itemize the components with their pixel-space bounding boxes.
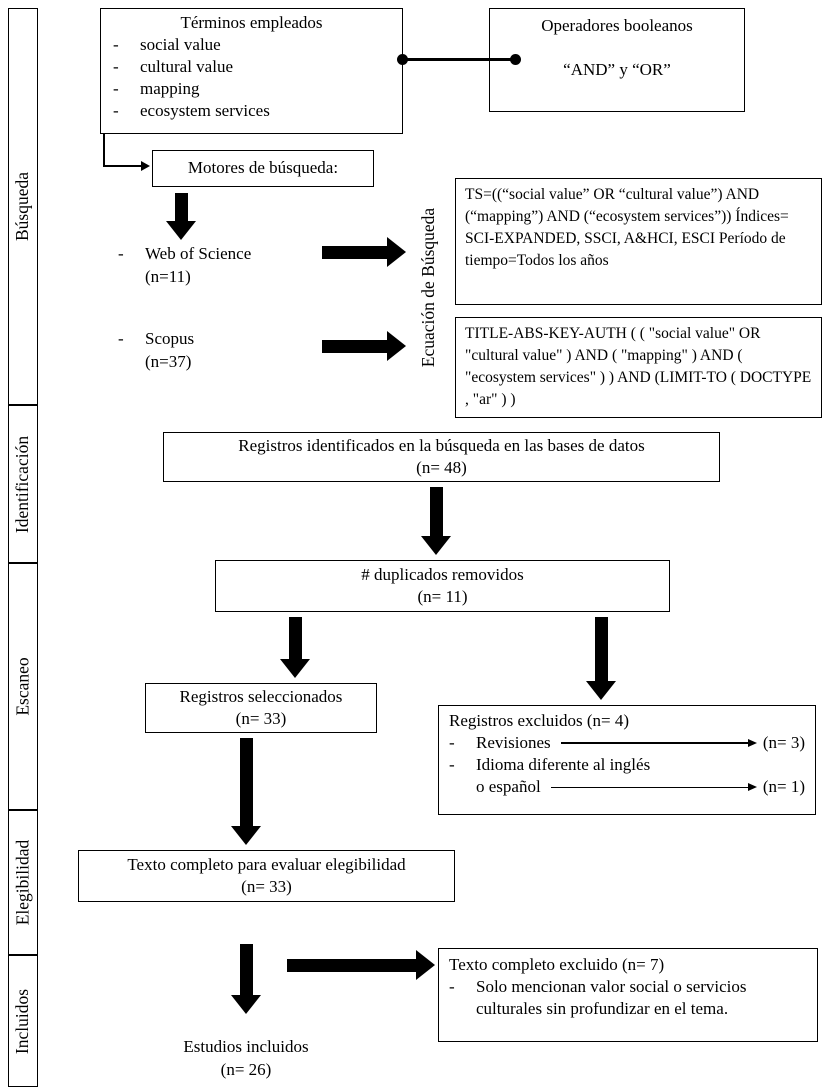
excluded-fulltext-box bbox=[438, 948, 818, 1042]
arrow-head bbox=[416, 950, 435, 980]
included-label bbox=[146, 1036, 346, 1082]
scopus-count: (n=37) bbox=[145, 351, 192, 371]
excluded-screen-item1 bbox=[449, 732, 805, 754]
arrow-head bbox=[231, 826, 261, 845]
excluded-screen-item2-label2: o español bbox=[476, 777, 541, 797]
wos-label bbox=[118, 243, 251, 289]
scopus-query-box bbox=[455, 317, 822, 418]
arrow-shaft bbox=[289, 617, 302, 659]
excluded-screen-title: Registros excluidos (n= 4) bbox=[449, 711, 630, 730]
bullet-dash: - bbox=[118, 329, 124, 348]
identified-count: (n= 48) bbox=[416, 458, 467, 477]
excluded-screen-item2-line2 bbox=[449, 776, 805, 798]
elbow-vertical-line bbox=[103, 134, 105, 167]
stage-escaneo-label: Escaneo bbox=[12, 657, 33, 716]
excluded-fulltext-item-line1: Solo mencionan valor social o servicios bbox=[476, 977, 747, 997]
equation-label-text: Ecuación de Búsqueda bbox=[418, 207, 439, 367]
arrow-down-included-icon bbox=[231, 944, 261, 1014]
arrow-shaft bbox=[595, 617, 608, 681]
fulltext-count: (n= 33) bbox=[241, 877, 292, 896]
stage-busqueda-label: Búsqueda bbox=[12, 171, 33, 242]
excluded-screen-box bbox=[438, 705, 816, 815]
arrow-down-selected-path-icon bbox=[280, 617, 310, 678]
term-item-label: cultural value bbox=[140, 57, 233, 77]
operators-title: Operadores booleanos bbox=[541, 16, 693, 35]
term-item bbox=[101, 100, 402, 122]
selected-count: (n= 33) bbox=[235, 709, 287, 728]
excluded-screen-item2-label1: Idioma diferente al inglés bbox=[476, 755, 651, 775]
excluded-fulltext-title: Texto completo excluido (n= 7) bbox=[449, 955, 665, 974]
included-line1: Estudios incluidos bbox=[183, 1037, 309, 1056]
excluded-fulltext-item-line2: culturales sin profundizar en el tema. bbox=[476, 999, 729, 1019]
arrow-shaft bbox=[175, 193, 188, 221]
included-count: (n= 26) bbox=[220, 1059, 272, 1079]
term-item-label: mapping bbox=[140, 79, 200, 99]
wos-count: (n=11) bbox=[145, 266, 191, 286]
stage-elegibilidad-label: Elegibilidad bbox=[12, 839, 33, 926]
stage-identificacion-label: Identificación bbox=[12, 435, 33, 533]
term-item bbox=[101, 34, 402, 56]
operators-value: “AND” y “OR” bbox=[563, 60, 671, 80]
stage-busqueda bbox=[8, 8, 38, 405]
arrow-head bbox=[231, 995, 261, 1014]
term-item-label: social value bbox=[140, 35, 221, 55]
thin-arrow-right-icon bbox=[561, 739, 757, 747]
arrow-head bbox=[280, 659, 310, 678]
excluded-screen-item1-label: Revisiones bbox=[476, 733, 551, 753]
excluded-screen-item1-count: (n= 3) bbox=[762, 733, 805, 753]
wos-query-box bbox=[455, 178, 822, 305]
fulltext-box bbox=[78, 850, 455, 902]
term-item-label: ecosystem services bbox=[140, 101, 270, 121]
bullet-dash: - bbox=[113, 79, 119, 99]
excluded-fulltext-item bbox=[449, 976, 807, 1020]
selected-line1: Registros seleccionados bbox=[179, 686, 343, 706]
stage-incluidos bbox=[8, 955, 38, 1087]
terms-operators-connector bbox=[402, 58, 517, 61]
bullet-dash: - bbox=[449, 755, 455, 775]
terms-box bbox=[100, 8, 403, 134]
arrow-head bbox=[166, 221, 196, 240]
arrow-head bbox=[387, 331, 406, 361]
thin-arrow-right-icon bbox=[551, 783, 757, 791]
excluded-screen-item2-count: (n= 1) bbox=[762, 777, 805, 797]
wos-name: Web of Science bbox=[145, 244, 252, 263]
scopus-label bbox=[118, 328, 194, 374]
elbow-arrowhead-icon bbox=[141, 161, 150, 171]
bullet-dash: - bbox=[113, 57, 119, 77]
duplicates-box bbox=[215, 560, 670, 612]
duplicates-line1: # duplicados removidos bbox=[361, 564, 524, 584]
bullet-dash: - bbox=[118, 244, 124, 263]
identified-box bbox=[163, 432, 720, 482]
arrow-down-engines-icon bbox=[166, 193, 196, 240]
arrow-head bbox=[586, 681, 616, 700]
terms-title: Términos empleados bbox=[180, 13, 323, 32]
bullet-dash: - bbox=[449, 733, 455, 753]
search-engines-title: Motores de búsqueda: bbox=[187, 158, 339, 178]
term-item bbox=[101, 78, 402, 100]
arrow-down-excluded-path-icon bbox=[586, 617, 616, 700]
scopus-name: Scopus bbox=[145, 329, 195, 348]
elbow-horizontal-line bbox=[103, 165, 143, 167]
wos-query-text: TS=((“social value” OR “cultural value”) AND (“mapping”) AND (“ecosystem services”)) Índices= SCI-EXPANDED, SSCI, A&HCI, ESCI Período de tiempo=Todos los años bbox=[465, 186, 789, 269]
arrow-shaft bbox=[287, 959, 416, 972]
bullet-dash: - bbox=[113, 35, 119, 55]
arrow-head bbox=[387, 237, 406, 267]
excluded-screen-item2-line1 bbox=[449, 754, 805, 776]
arrow-shaft bbox=[322, 340, 387, 353]
identified-line1: Registros identificados en la búsqueda en las bases de datos bbox=[238, 435, 645, 455]
arrow-right-wos-icon bbox=[322, 237, 406, 267]
operators-box bbox=[489, 8, 745, 112]
equation-label bbox=[411, 178, 447, 396]
bullet-dash: - bbox=[449, 977, 455, 997]
arrow-head bbox=[421, 536, 451, 555]
stage-elegibilidad bbox=[8, 810, 38, 955]
arrow-right-scopus-icon bbox=[322, 331, 406, 361]
arrow-shaft bbox=[240, 738, 253, 826]
stage-incluidos-label: Incluidos bbox=[12, 988, 33, 1054]
arrow-down-identified-icon bbox=[421, 487, 451, 555]
bullet-dash: - bbox=[113, 101, 119, 121]
selected-box bbox=[145, 683, 377, 733]
search-engines-box bbox=[152, 150, 374, 187]
arrow-right-fulltext-excluded-icon bbox=[287, 949, 435, 981]
arrow-down-fulltext-icon bbox=[231, 738, 261, 845]
scopus-query-text: TITLE-ABS-KEY-AUTH ( ( "social value" OR "cultural value" ) AND ( "mapping" ) AND ( "ecosystem services" ) ) AND (LIMIT-TO ( DOCTYPE , "ar" ) ) bbox=[465, 325, 812, 408]
connector-dot-left bbox=[397, 54, 408, 65]
connector-dot-right bbox=[510, 54, 521, 65]
arrow-shaft bbox=[240, 944, 253, 995]
stage-escaneo bbox=[8, 563, 38, 810]
duplicates-count: (n= 11) bbox=[417, 587, 468, 606]
arrow-shaft bbox=[430, 487, 443, 536]
term-item bbox=[101, 56, 402, 78]
stage-identificacion bbox=[8, 405, 38, 563]
arrow-shaft bbox=[322, 246, 387, 259]
fulltext-line1: Texto completo para evaluar elegibilidad bbox=[127, 854, 406, 874]
